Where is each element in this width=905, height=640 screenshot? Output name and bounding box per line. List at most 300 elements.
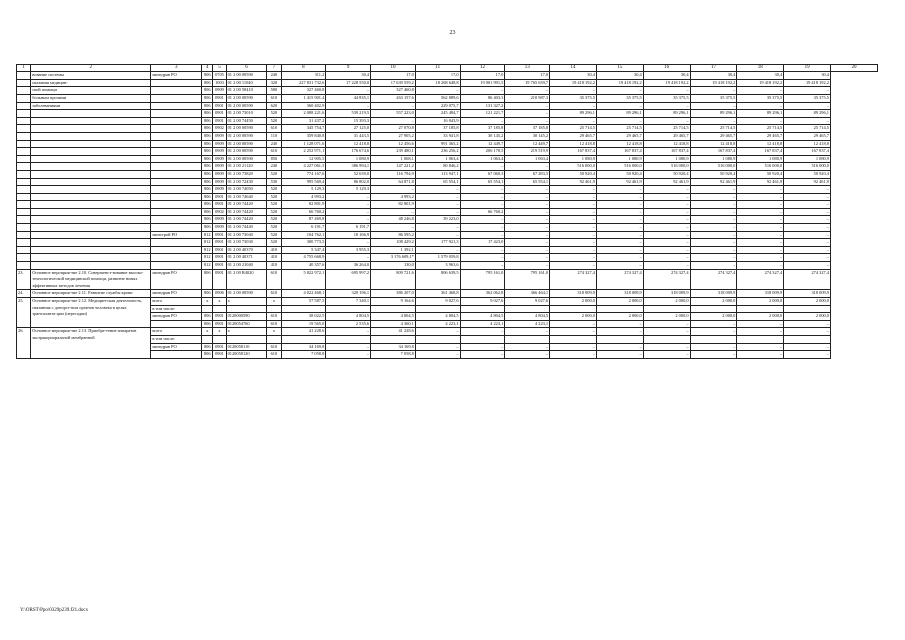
value-cell: – <box>505 110 550 118</box>
value-cell: – <box>784 328 831 336</box>
value-cell: 01 2 00 74420 <box>226 216 267 224</box>
value-cell: 30,4 <box>737 72 784 80</box>
executor <box>151 102 202 110</box>
value-cell: 1 128 071,6 <box>281 140 326 148</box>
executor <box>151 148 202 156</box>
value-cell: 1 415 901,4 <box>281 94 326 102</box>
value-cell: 359 840,8 <box>281 132 326 140</box>
value-cell: 38 022,5 <box>281 313 326 321</box>
value-cell: 6 191,7 <box>326 224 371 232</box>
value-cell: 806 <box>202 72 213 80</box>
value-cell: 30 145,2 <box>460 132 505 140</box>
table-row <box>17 262 878 270</box>
value-cell: 01 2 00 R4020 <box>226 269 267 290</box>
value-cell: 520 <box>267 170 281 178</box>
value-cell: 610 <box>267 125 281 133</box>
value-cell: – <box>596 351 643 359</box>
value-cell: – <box>505 246 550 254</box>
value-cell: 30,4 <box>550 72 597 80</box>
measure-name <box>31 132 151 140</box>
row-number <box>17 140 31 148</box>
value-cell: 318 009,9 <box>550 290 597 298</box>
value-cell: – <box>415 246 460 254</box>
value-cell: 35 375,5 <box>550 94 597 102</box>
value-cell: – <box>784 117 831 125</box>
value-cell: – <box>415 224 460 232</box>
table-row <box>17 231 878 239</box>
column-number: 16 <box>643 65 690 72</box>
measure-name: Основное мероприя-тие 2.10. Совершенст-вование высоко-технологической медицинской помощи, развитие новых эффективных методов лечения <box>31 269 151 290</box>
value-cell: 795 161,0 <box>460 269 505 290</box>
value-cell: – <box>690 231 737 239</box>
value-cell: 516 000,0 <box>596 163 643 171</box>
value-cell: 806 <box>202 155 213 163</box>
column-number: 19 <box>784 65 831 72</box>
value-cell: – <box>460 193 505 201</box>
value-cell: – <box>326 102 371 110</box>
value-cell: 37 185,8 <box>460 125 505 133</box>
value-cell: – <box>737 262 784 270</box>
value-cell: 318 009,9 <box>784 290 831 298</box>
value-cell: 41 228,6 <box>371 328 416 336</box>
value-cell: – <box>643 262 690 270</box>
value-cell <box>202 335 213 343</box>
value-cell: 5 822 972,1 <box>281 269 326 290</box>
executor <box>151 246 202 254</box>
value-cell: – <box>460 262 505 270</box>
value-cell: 104 762,1 <box>281 231 326 239</box>
value-cell: 1 080,9 <box>550 155 597 163</box>
value-cell: – <box>784 186 831 194</box>
row-number: 25. <box>17 298 31 328</box>
table-row <box>17 125 878 133</box>
executor <box>151 254 202 262</box>
value-cell: – <box>737 343 784 351</box>
value-cell: 5 129,3 <box>326 186 371 194</box>
value-cell: x <box>267 328 281 336</box>
value-cell: 27 125,0 <box>326 125 371 133</box>
table-row <box>17 328 878 336</box>
executor <box>151 262 202 270</box>
value-cell: – <box>550 328 597 336</box>
value-cell: 812 <box>202 231 213 239</box>
value-cell: 19 418 192,2 <box>784 79 831 87</box>
value-cell: 245 484,7 <box>415 110 460 118</box>
value-cell: 809 721,6 <box>371 269 416 290</box>
row-number <box>17 186 31 194</box>
value-cell: 2 000,0 <box>596 313 643 321</box>
value-cell: 01 2 00 74420 <box>226 208 267 216</box>
value-cell: 3 963,6 <box>415 262 460 270</box>
value-cell: 520 <box>267 231 281 239</box>
value-cell: 1 080,9 <box>737 155 784 163</box>
executor <box>151 201 202 209</box>
table-row <box>17 298 878 306</box>
row-number <box>17 231 31 239</box>
value-cell: 0909 <box>213 155 226 163</box>
executor <box>151 320 202 328</box>
value-cell: 1 080,9 <box>643 155 690 163</box>
value-cell: 167 837,4 <box>690 148 737 156</box>
value-cell <box>267 335 281 343</box>
column-number: 12 <box>460 65 505 72</box>
executor: минстрой РО <box>151 231 202 239</box>
value-cell <box>505 335 550 343</box>
value-cell <box>226 305 267 313</box>
value-cell: – <box>643 216 690 224</box>
value-cell: – <box>784 254 831 262</box>
value-cell: 12 418,8 <box>784 140 831 148</box>
value-cell: – <box>643 87 690 95</box>
table-row <box>17 79 878 87</box>
value-cell: 4 227 061,5 <box>281 163 326 171</box>
value-cell: 0906 <box>213 290 226 298</box>
value-cell: – <box>690 262 737 270</box>
value-cell: 89 296,1 <box>596 110 643 118</box>
value-cell: 7 058,8 <box>281 351 326 359</box>
measure-name: вование системы <box>31 72 151 80</box>
value-cell: – <box>784 201 831 209</box>
value-cell: 176 674,6 <box>326 148 371 156</box>
value-cell: – <box>460 328 505 336</box>
value-cell: 806 <box>202 290 213 298</box>
column-number: 11 <box>415 65 460 72</box>
value-cell: 520 <box>267 216 281 224</box>
row-number <box>17 155 31 163</box>
value-cell: 236 256,2 <box>415 148 460 156</box>
value-cell: 0120058120 <box>226 351 267 359</box>
row-number <box>17 224 31 232</box>
value-cell <box>202 305 213 313</box>
value-cell: x <box>202 298 213 306</box>
value-cell: 01 2 00 00590 <box>226 94 267 102</box>
value-cell: 12 418,8 <box>596 140 643 148</box>
value-cell: – <box>596 343 643 351</box>
value-cell: 19 765 639,7 <box>505 79 550 87</box>
value-cell: – <box>460 351 505 359</box>
value-cell <box>281 335 326 343</box>
executor <box>151 163 202 171</box>
value-cell: 362 062,8 <box>460 290 505 298</box>
value-cell: 30 145,2 <box>505 132 550 140</box>
value-cell: 227 831 732,6 <box>281 79 326 87</box>
value-cell: – <box>460 224 505 232</box>
value-cell: 4 804,5 <box>460 313 505 321</box>
value-cell: 01 2 00 74450 <box>226 117 267 125</box>
value-cell: 0901 <box>213 320 226 328</box>
value-cell: 29 465,7 <box>690 132 737 140</box>
row-number <box>17 193 31 201</box>
value-cell: x <box>226 298 267 306</box>
value-cell: 25 714,5 <box>643 125 690 133</box>
value-cell: 19 418 192,2 <box>690 79 737 87</box>
executor <box>151 224 202 232</box>
value-cell: 01 2 00 40370 <box>226 246 267 254</box>
value-cell: – <box>737 102 784 110</box>
value-cell: 12 456,6 <box>371 140 416 148</box>
value-cell: 2 000,0 <box>737 298 784 306</box>
value-cell: – <box>643 254 690 262</box>
value-cell: 0902 <box>213 125 226 133</box>
value-cell: – <box>784 102 831 110</box>
value-cell: 67 283,5 <box>505 170 550 178</box>
value-cell: 610 <box>267 313 281 321</box>
value-cell: 1 080,9 <box>326 155 371 163</box>
column-number: 3 <box>151 65 202 72</box>
value-cell: – <box>737 216 784 224</box>
row-number <box>17 239 31 247</box>
value-cell: – <box>737 193 784 201</box>
value-cell: – <box>326 239 371 247</box>
measure-name <box>31 224 151 232</box>
value-cell: – <box>643 186 690 194</box>
value-cell <box>326 335 371 343</box>
value-cell: – <box>326 87 371 95</box>
value-cell: 0909 <box>213 87 226 95</box>
value-cell: 580 <box>267 87 281 95</box>
value-cell: 206 178,5 <box>460 148 505 156</box>
value-cell: 812 <box>202 262 213 270</box>
value-cell: 806 <box>202 193 213 201</box>
value-cell: 35 375,5 <box>596 94 643 102</box>
value-cell: 0909 <box>213 170 226 178</box>
value-cell: 0901 <box>213 193 226 201</box>
column-number: 14 <box>550 65 597 72</box>
value-cell: – <box>596 87 643 95</box>
value-cell: – <box>550 117 597 125</box>
column-number: 18 <box>737 65 784 72</box>
row-number <box>17 132 31 140</box>
value-cell: – <box>737 201 784 209</box>
value-cell: 274 327,4 <box>550 269 597 290</box>
value-cell: 01 2 00 40371 <box>226 254 267 262</box>
value-cell: 0120058110 <box>226 343 267 351</box>
table-row <box>17 110 878 118</box>
value-cell: – <box>737 351 784 359</box>
value-cell: – <box>505 163 550 171</box>
value-cell: 4 804,5 <box>415 313 460 321</box>
value-cell: 25 714,5 <box>596 125 643 133</box>
executor: минздрав РО <box>151 343 202 351</box>
executor <box>151 170 202 178</box>
value-cell: – <box>784 343 831 351</box>
value-cell: 610 <box>267 269 281 290</box>
value-cell: 01 2 00 73820 <box>226 170 267 178</box>
value-cell: – <box>505 239 550 247</box>
value-cell: 850 <box>267 155 281 163</box>
table-row <box>17 254 878 262</box>
value-cell: 806 <box>202 79 213 87</box>
value-cell: – <box>596 254 643 262</box>
value-cell: 30,4 <box>326 72 371 80</box>
value-cell: 2 000,0 <box>784 298 831 306</box>
measure-name <box>31 201 151 209</box>
value-cell: 0909 <box>213 148 226 156</box>
row-number <box>17 208 31 216</box>
table-row <box>17 224 878 232</box>
value-cell: – <box>643 246 690 254</box>
measure-name <box>31 178 151 186</box>
value-cell: – <box>784 216 831 224</box>
executor <box>151 94 202 102</box>
row-number <box>17 254 31 262</box>
value-cell: 92 461,9 <box>550 178 597 186</box>
measure-name <box>31 246 151 254</box>
value-cell: 806 <box>202 148 213 156</box>
value-cell: x <box>202 328 213 336</box>
value-cell <box>784 335 831 343</box>
value-cell: – <box>643 193 690 201</box>
value-cell: – <box>505 186 550 194</box>
value-cell: 240 <box>267 140 281 148</box>
column-number: 6 <box>226 65 267 72</box>
value-cell: 17 423,0 <box>460 239 505 247</box>
row-number <box>17 163 31 171</box>
value-cell: – <box>550 102 597 110</box>
value-cell: 57 587,5 <box>281 298 326 306</box>
value-cell: 610 <box>267 351 281 359</box>
value-cell: 177 921,3 <box>415 239 460 247</box>
executor <box>151 239 202 247</box>
value-cell <box>784 305 831 313</box>
value-cell: – <box>596 117 643 125</box>
value-cell: – <box>505 254 550 262</box>
measure-name: Основное мероприя-тие 2.12. Медицин-ская деятельность, связанная с донорст-вом органов человека в целях трансплanта-ции (пересадки) <box>31 298 151 328</box>
value-cell: 1 080,9 <box>690 155 737 163</box>
table-row <box>17 155 878 163</box>
value-cell: 17,0 <box>460 72 505 80</box>
value-cell: – <box>460 246 505 254</box>
table-row <box>17 178 878 186</box>
value-cell: 44 835,1 <box>326 94 371 102</box>
value-cell: – <box>550 208 597 216</box>
value-cell: 516 000,0 <box>643 163 690 171</box>
value-cell: 66 760,2 <box>460 208 505 216</box>
value-cell: 516 000,0 <box>690 163 737 171</box>
value-cell: – <box>643 117 690 125</box>
value-cell: – <box>784 231 831 239</box>
executor <box>151 140 202 148</box>
value-cell: 4 022 468,1 <box>281 290 326 298</box>
value-cell: 806 <box>202 163 213 171</box>
value-cell: 82 801,9 <box>281 201 326 209</box>
value-cell: 812 <box>202 254 213 262</box>
row-number <box>17 246 31 254</box>
value-cell: 239 480,1 <box>371 148 416 156</box>
table-row <box>17 132 878 140</box>
value-cell: 17 639 559,2 <box>371 79 416 87</box>
value-cell: 327 460,8 <box>281 87 326 95</box>
value-cell: 30,4 <box>784 72 831 80</box>
value-cell: – <box>460 117 505 125</box>
value-cell: 240 <box>267 163 281 171</box>
value-cell: – <box>690 320 737 328</box>
value-cell: 812 <box>202 239 213 247</box>
value-cell: – <box>784 320 831 328</box>
value-cell: 530 <box>267 178 281 186</box>
value-cell: 18 166,9 <box>326 231 371 239</box>
value-cell: 610 <box>267 94 281 102</box>
value-cell: 4 755 668,9 <box>281 254 326 262</box>
value-cell: – <box>460 343 505 351</box>
value-cell: 360 402,9 <box>281 102 326 110</box>
measure-name <box>31 231 151 239</box>
value-cell: 2 000,0 <box>643 298 690 306</box>
value-cell: 31 443,5 <box>326 132 371 140</box>
value-cell: 19 418 192,2 <box>596 79 643 87</box>
value-cell: – <box>550 320 597 328</box>
value-cell <box>643 335 690 343</box>
value-cell <box>643 305 690 313</box>
row-number <box>17 72 31 80</box>
executor <box>151 351 202 359</box>
value-cell: 219 519,9 <box>505 148 550 156</box>
value-cell: 520 <box>267 239 281 247</box>
table-row <box>17 87 878 95</box>
value-cell: 30,4 <box>690 72 737 80</box>
value-cell: – <box>505 231 550 239</box>
value-cell <box>737 335 784 343</box>
value-cell: – <box>737 328 784 336</box>
value-cell: – <box>737 87 784 95</box>
row-number: 24. <box>17 290 31 298</box>
value-cell: – <box>505 351 550 359</box>
value-cell: 2 000,0 <box>643 313 690 321</box>
value-cell: 806 <box>202 125 213 133</box>
value-cell: 36 264,0 <box>326 262 371 270</box>
value-cell: 5 129,3 <box>281 186 326 194</box>
value-cell: 92 461,9 <box>737 178 784 186</box>
value-cell: 12 418,8 <box>550 140 597 148</box>
value-cell: 92 461,9 <box>596 178 643 186</box>
value-cell: 82 801,9 <box>371 201 416 209</box>
value-cell: 50 920,4 <box>737 170 784 178</box>
value-cell: – <box>550 201 597 209</box>
value-cell: 274 327,4 <box>784 269 831 290</box>
value-cell: 0901 <box>213 117 226 125</box>
value-cell: 34 169,8 <box>281 343 326 351</box>
column-number: 15 <box>596 65 643 72</box>
value-cell: 0909 <box>213 186 226 194</box>
value-cell: 65 554,1 <box>415 178 460 186</box>
value-cell: 86 802,0 <box>326 178 371 186</box>
value-cell: 610 <box>267 320 281 328</box>
value-cell: 17,0 <box>415 72 460 80</box>
value-cell: 806 <box>202 87 213 95</box>
row-number <box>17 125 31 133</box>
table-row <box>17 246 878 254</box>
value-cell: 50 920,4 <box>784 170 831 178</box>
value-cell: 2 252 971,1 <box>281 148 326 156</box>
value-cell: 4 993,2 <box>281 193 326 201</box>
column-number: 10 <box>371 65 416 72</box>
executor: минздрав РО <box>151 313 202 321</box>
value-cell: – <box>643 208 690 216</box>
column-number: 8 <box>281 65 326 72</box>
value-cell: 89 296,1 <box>737 110 784 118</box>
value-cell: 516 000,0 <box>737 163 784 171</box>
value-cell: – <box>415 208 460 216</box>
value-cell: – <box>643 102 690 110</box>
value-cell: 806 <box>202 94 213 102</box>
value-cell: 520 <box>267 224 281 232</box>
value-cell: – <box>643 351 690 359</box>
value-cell: 01 2 00 11040 <box>226 79 267 87</box>
value-cell: 774 167,6 <box>281 170 326 178</box>
executor <box>151 117 202 125</box>
value-cell: 130,0 <box>371 262 416 270</box>
row-number <box>17 148 31 156</box>
